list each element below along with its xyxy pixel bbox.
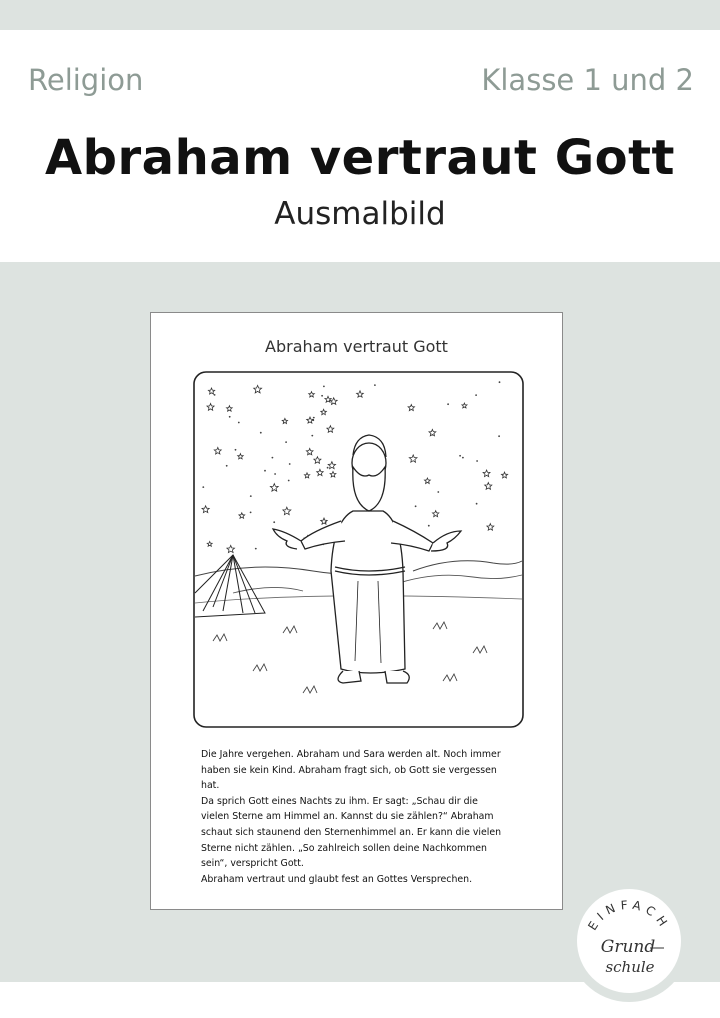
star-dot	[264, 470, 266, 472]
star-dot	[229, 416, 231, 418]
star-dot	[272, 457, 274, 459]
subject-label: Religion	[28, 63, 144, 97]
star-dot	[289, 463, 291, 465]
star-dot	[235, 449, 237, 451]
story-line: Abraham vertraut und glaubt fest an Gottes Versprechen.	[201, 873, 473, 885]
story-line: Sterne nicht zählen. „So zahlreich sollen deine Nachkommen	[201, 842, 487, 854]
star-dot	[447, 403, 449, 405]
logo-script-line1: Grund	[600, 937, 656, 957]
star-dot	[415, 505, 417, 507]
logo-script-line2: schule	[605, 958, 655, 976]
star-dot	[459, 455, 461, 457]
story-line: schaut sich staunend den Sternenhimmel an. Er kann die vielen	[201, 826, 502, 838]
star-dot	[476, 460, 478, 462]
star-dot	[498, 435, 500, 437]
svg-text:EINFACH	[585, 898, 673, 933]
story-line: Die Jahre vergehen. Abraham und Sara werden alt. Noch immer	[201, 749, 501, 760]
worksheet-title: Abraham vertraut Gott	[265, 337, 448, 356]
star-dot	[313, 417, 315, 419]
coloring-picture	[193, 371, 524, 728]
star-dot	[260, 432, 262, 434]
star-dot	[437, 491, 439, 493]
logo-top-text: EINFACH	[585, 897, 673, 933]
star-dot	[374, 384, 376, 386]
star-dot	[327, 467, 329, 469]
star-dot	[321, 395, 323, 397]
star-dot	[462, 457, 464, 459]
page-subtitle: Ausmalbild	[274, 196, 446, 232]
top-band	[0, 0, 720, 30]
story-line: hat.	[201, 780, 220, 792]
star-dot	[250, 512, 252, 514]
star-dot	[499, 381, 501, 383]
star-dot	[428, 525, 430, 527]
story-line: vielen Sterne am Himmel an. Kannst du sie zählen?“ Abraham	[201, 811, 494, 823]
brand-logo	[568, 880, 690, 1002]
star-dot	[250, 495, 252, 497]
page-title: Abraham vertraut Gott	[45, 130, 675, 186]
star-dot	[255, 548, 257, 550]
star-dot	[202, 486, 204, 488]
star-dot	[226, 465, 228, 467]
logo-graphic	[568, 880, 690, 1002]
star-dot	[311, 435, 313, 437]
star-dot	[238, 422, 240, 424]
worksheet-preview	[150, 312, 563, 910]
star-dot	[274, 473, 276, 475]
star-dot	[273, 521, 275, 523]
star-dot	[475, 394, 477, 396]
star-dot	[288, 480, 290, 482]
header	[0, 30, 720, 262]
star-dot	[323, 386, 325, 388]
star-dot	[476, 503, 478, 505]
story-text	[201, 747, 531, 887]
star-dot	[285, 441, 287, 443]
story-line: haben sie kein Kind. Abraham fragt sich, ob Gott sie vergessen	[201, 764, 497, 776]
story-line: sein“, verspricht Gott.	[201, 858, 304, 870]
grade-label: Klasse 1 und 2	[481, 63, 694, 97]
story-line: Da sprich Gott eines Nachts zu ihm. Er sagt: „Schau dir die	[201, 795, 478, 807]
